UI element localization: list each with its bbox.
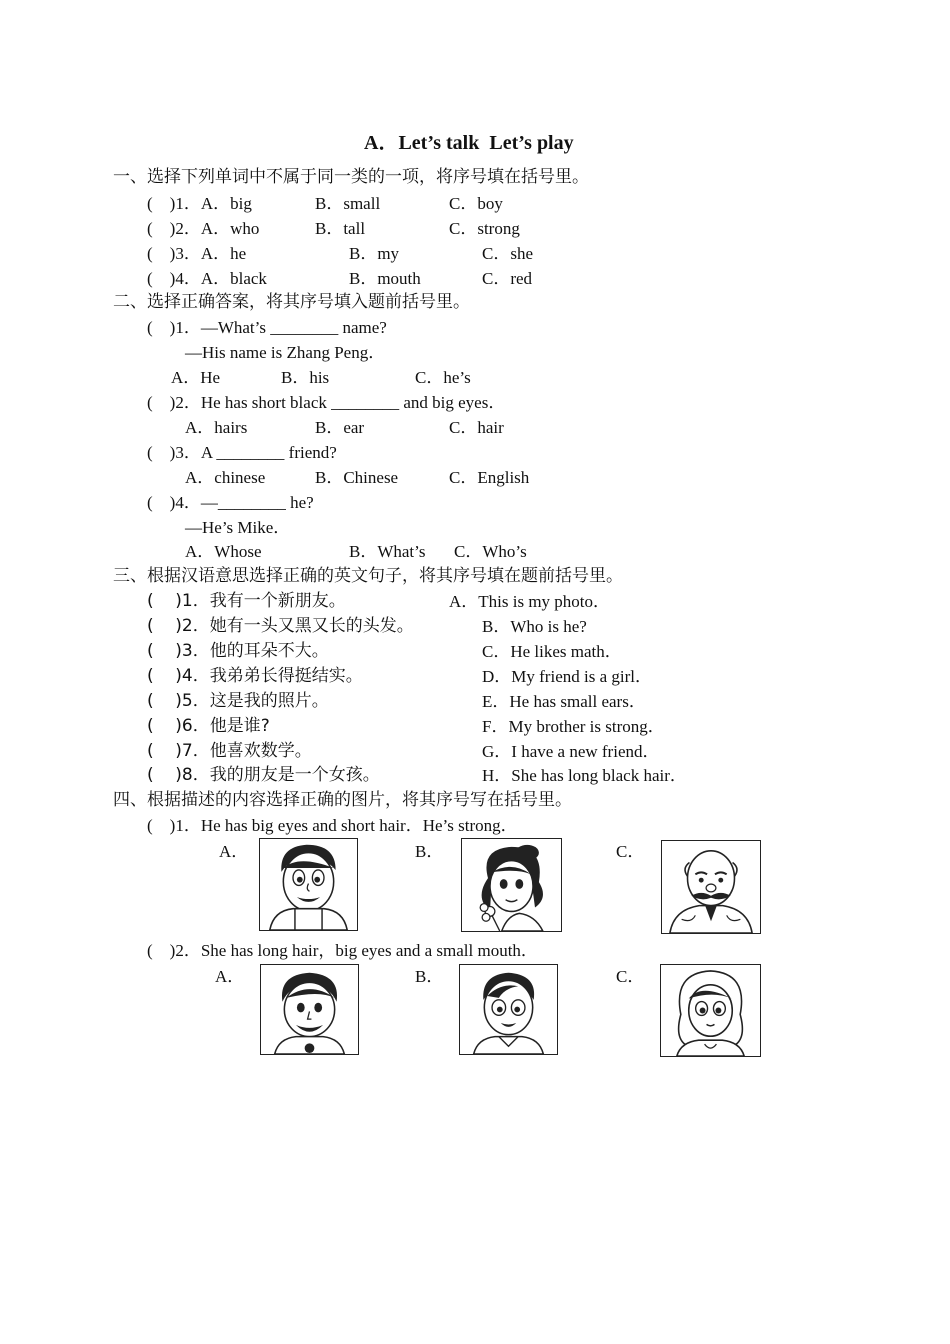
p2-q3-c: C．English: [449, 468, 530, 487]
p3-left-8: ( )8．我的朋友是一个女孩。: [147, 765, 380, 785]
p2-q4-c: C．Who’s: [454, 542, 527, 561]
p1-q3-b: B．my: [349, 244, 400, 263]
p2-q1-c: C．he’s: [415, 368, 471, 387]
section-1-heading: 一、选择下列单词中不属于同一类的一项，将序号填在括号里。: [113, 167, 589, 187]
section-4-heading: 四、根据描述的内容选择正确的图片，将其序号写在括号里。: [113, 790, 572, 810]
p1-q3-c: C．she: [482, 244, 533, 263]
p2-q1-stem: ( )1．—What’s ________ name?: [147, 318, 387, 337]
p4-q2-picture-c[interactable]: [660, 964, 761, 1057]
p2-q4-a: A．Whose: [185, 542, 262, 561]
p1-q4-b: B．mouth: [349, 269, 421, 288]
p4-q2-stem: ( )2．She has long hair，big eyes and a small mouth．: [147, 941, 538, 960]
p2-q4-b: B．What’s: [349, 542, 426, 561]
strong-boy-illustration: [260, 839, 357, 930]
p3-right-g: G．I have a new friend．: [482, 742, 660, 761]
p1-q2-a: ( )2．A．who: [147, 219, 260, 238]
p4-q1-picture-c[interactable]: [661, 840, 761, 934]
p4-q2-picture-b[interactable]: [459, 964, 558, 1055]
p2-q2-c: C．hair: [449, 418, 504, 437]
p2-q3-a: A．chinese: [185, 468, 266, 487]
p1-q1-b: B．small: [315, 194, 381, 213]
p1-q4-a: ( )4．A．black: [147, 269, 267, 288]
p4-q1-picture-b[interactable]: [461, 838, 562, 932]
p2-q3-b: B．Chinese: [315, 468, 399, 487]
p4-q2-label-b: B．: [415, 967, 444, 986]
p2-q1-a: A．He: [171, 368, 221, 387]
child-illustration: [460, 965, 557, 1054]
p4-q1-picture-a[interactable]: [259, 838, 358, 931]
p1-q3-a: ( )3．A．he: [147, 244, 247, 263]
p3-right-b: B．Who is he?: [482, 617, 587, 636]
p4-q2-picture-a[interactable]: [260, 964, 359, 1055]
girl-with-flower-illustration: [462, 839, 561, 931]
p4-q1-label-b: B．: [415, 842, 444, 861]
p2-q4-stem: ( )4．—________ he?: [147, 493, 314, 512]
p1-q1-c: C．boy: [449, 194, 503, 213]
p4-q2-label-c: C．: [616, 967, 645, 986]
p2-q4-line2: —He’s Mike．: [185, 518, 291, 537]
p2-q3-stem: ( )3．A ________ friend?: [147, 443, 337, 462]
old-man-illustration: [662, 841, 760, 933]
p1-q2-b: B．tall: [315, 219, 366, 238]
p3-left-2: ( )2．她有一头又黑又长的头发。: [147, 616, 414, 636]
p3-left-6: ( )6．他是谁?: [147, 716, 270, 736]
p3-right-d: D．My friend is a girl．: [482, 667, 652, 686]
p2-q2-a: A．hairs: [185, 418, 248, 437]
p3-left-3: ( )3．他的耳朵不大。: [147, 641, 329, 661]
p3-left-1: ( )1．我有一个新朋友。: [147, 591, 346, 611]
p1-q2-c: C．strong: [449, 219, 520, 238]
section-2-heading: 二、选择正确答案，将其序号填入题前括号里。: [113, 292, 470, 312]
p3-right-a: A．This is my photo．: [449, 592, 611, 611]
p3-right-e: E．He has small ears．: [482, 692, 646, 711]
p2-q2-stem: ( )2．He has short black ________ and big eyes．: [147, 393, 506, 412]
p3-right-c: C．He likes math．: [482, 642, 622, 661]
p3-right-h: H．She has long black hair．: [482, 766, 687, 785]
p3-left-5: ( )5．这是我的照片。: [147, 691, 329, 711]
p3-left-7: ( )7．他喜欢数学。: [147, 741, 312, 761]
p2-q1-b: B．his: [281, 368, 330, 387]
p4-q2-label-a: A．: [215, 967, 245, 986]
p2-q1-line2: —His name is Zhang Peng．: [185, 343, 386, 362]
page-title: A．Let’s talk Let’s play: [364, 132, 574, 154]
p3-right-f: F．My brother is strong．: [482, 717, 665, 736]
boy-short-hair-illustration: [261, 965, 358, 1054]
p3-left-4: ( )4．我弟弟长得挺结实。: [147, 666, 363, 686]
p4-q1-label-a: A．: [219, 842, 249, 861]
p1-q4-c: C．red: [482, 269, 533, 288]
section-3-heading: 三、根据汉语意思选择正确的英文句子，将其序号填在题前括号里。: [113, 566, 623, 586]
girl-long-hair-illustration: [661, 965, 760, 1056]
p1-q1-a: ( )1．A．big: [147, 194, 252, 213]
p4-q1-stem: ( )1．He has big eyes and short hair．He’s strong．: [147, 816, 518, 835]
p2-q2-b: B．ear: [315, 418, 365, 437]
p4-q1-label-c: C．: [616, 842, 645, 861]
